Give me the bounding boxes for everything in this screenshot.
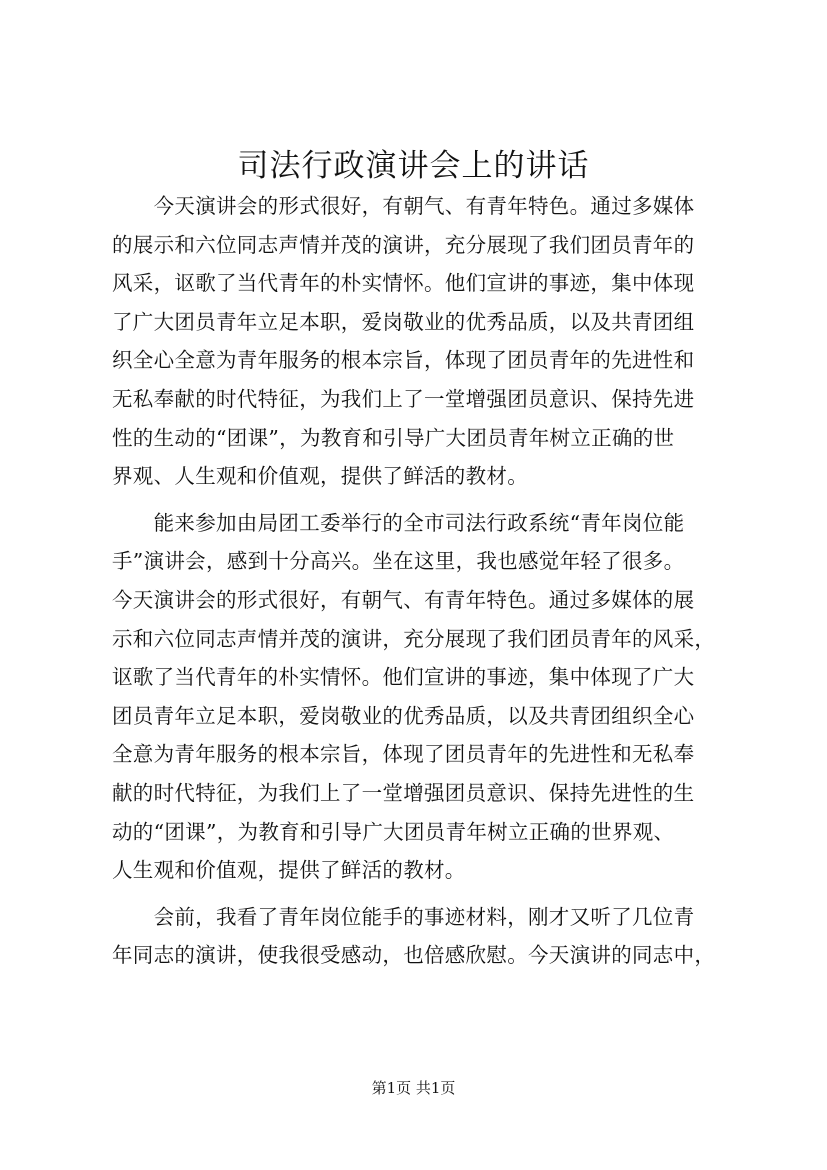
text-line: 讴歌了当代青年的朴实情怀。他们宣讲的事迹，集中体现了广大 (112, 665, 695, 690)
paragraph-gap (112, 890, 722, 898)
text-line: 无私奉献的时代特征，为我们上了一堂增强团员意识、保持先进 (112, 386, 695, 411)
text-line: 全意为青年服务的根本宗旨，体现了团员青年的先进性和无私奉 (112, 742, 695, 767)
text-line: 的展示和六位同志声情并茂的演讲，充分展现了我们团员青年的 (112, 232, 695, 257)
text-line: 风采，讴歌了当代青年的朴实情怀。他们宣讲的事迹，集中体现 (112, 271, 695, 296)
text-line: 人生观和价值观，提供了鲜活的教材。 (112, 858, 466, 883)
text-line: 今天演讲会的形式很好，有朝气、有青年特色。通过多媒体 (112, 194, 695, 218)
paragraph-2 (112, 504, 722, 890)
text-line: 性的生动的“团课”，为教育和引导广大团员青年树立正确的世 (112, 425, 675, 450)
paragraph-1 (112, 187, 722, 496)
text-line: 了广大团员青年立足本职，爱岗敬业的优秀品质，以及共青团组 (112, 309, 695, 334)
text-line: 手”演讲会，感到十分高兴。坐在这里，我也感觉年轻了很多。 (112, 549, 685, 574)
text-line: 界观、人生观和价值观，提供了鲜活的教材。 (112, 464, 528, 489)
text-line: 动的“团课”，为教育和引导广大团员青年树立正确的世界观、 (112, 819, 675, 844)
paragraph-gap (112, 496, 722, 504)
document-body (112, 187, 722, 975)
text-line: 团员青年立足本职，爱岗敬业的优秀品质，以及共青团组织全心 (112, 703, 695, 728)
text-line: 会前，我看了青年岗位能手的事迹材料，刚才又听了几位青 (112, 904, 695, 929)
text-line: 年同志的演讲，使我很受感动，也倍感欣慰。今天演讲的同志中， (112, 943, 716, 968)
text-line: 织全心全意为青年服务的根本宗旨，体现了团员青年的先进性和 (112, 348, 695, 373)
text-line: 今天演讲会的形式很好，有朝气、有青年特色。通过多媒体的展 (112, 587, 695, 612)
document-title: 司法行政演讲会上的讲话 (237, 148, 590, 184)
text-line: 献的时代特征，为我们上了一堂增强团员意识、保持先进性的生 (112, 780, 695, 805)
page-footer: 第1页 共1页 (371, 1079, 456, 1097)
paragraph-3 (112, 898, 722, 975)
text-line: 能来参加由局团工委举行的全市司法行政系统“青年岗位能 (112, 510, 685, 535)
text-line: 示和六位同志声情并茂的演讲，充分展现了我们团员青年的风采， (112, 626, 716, 651)
